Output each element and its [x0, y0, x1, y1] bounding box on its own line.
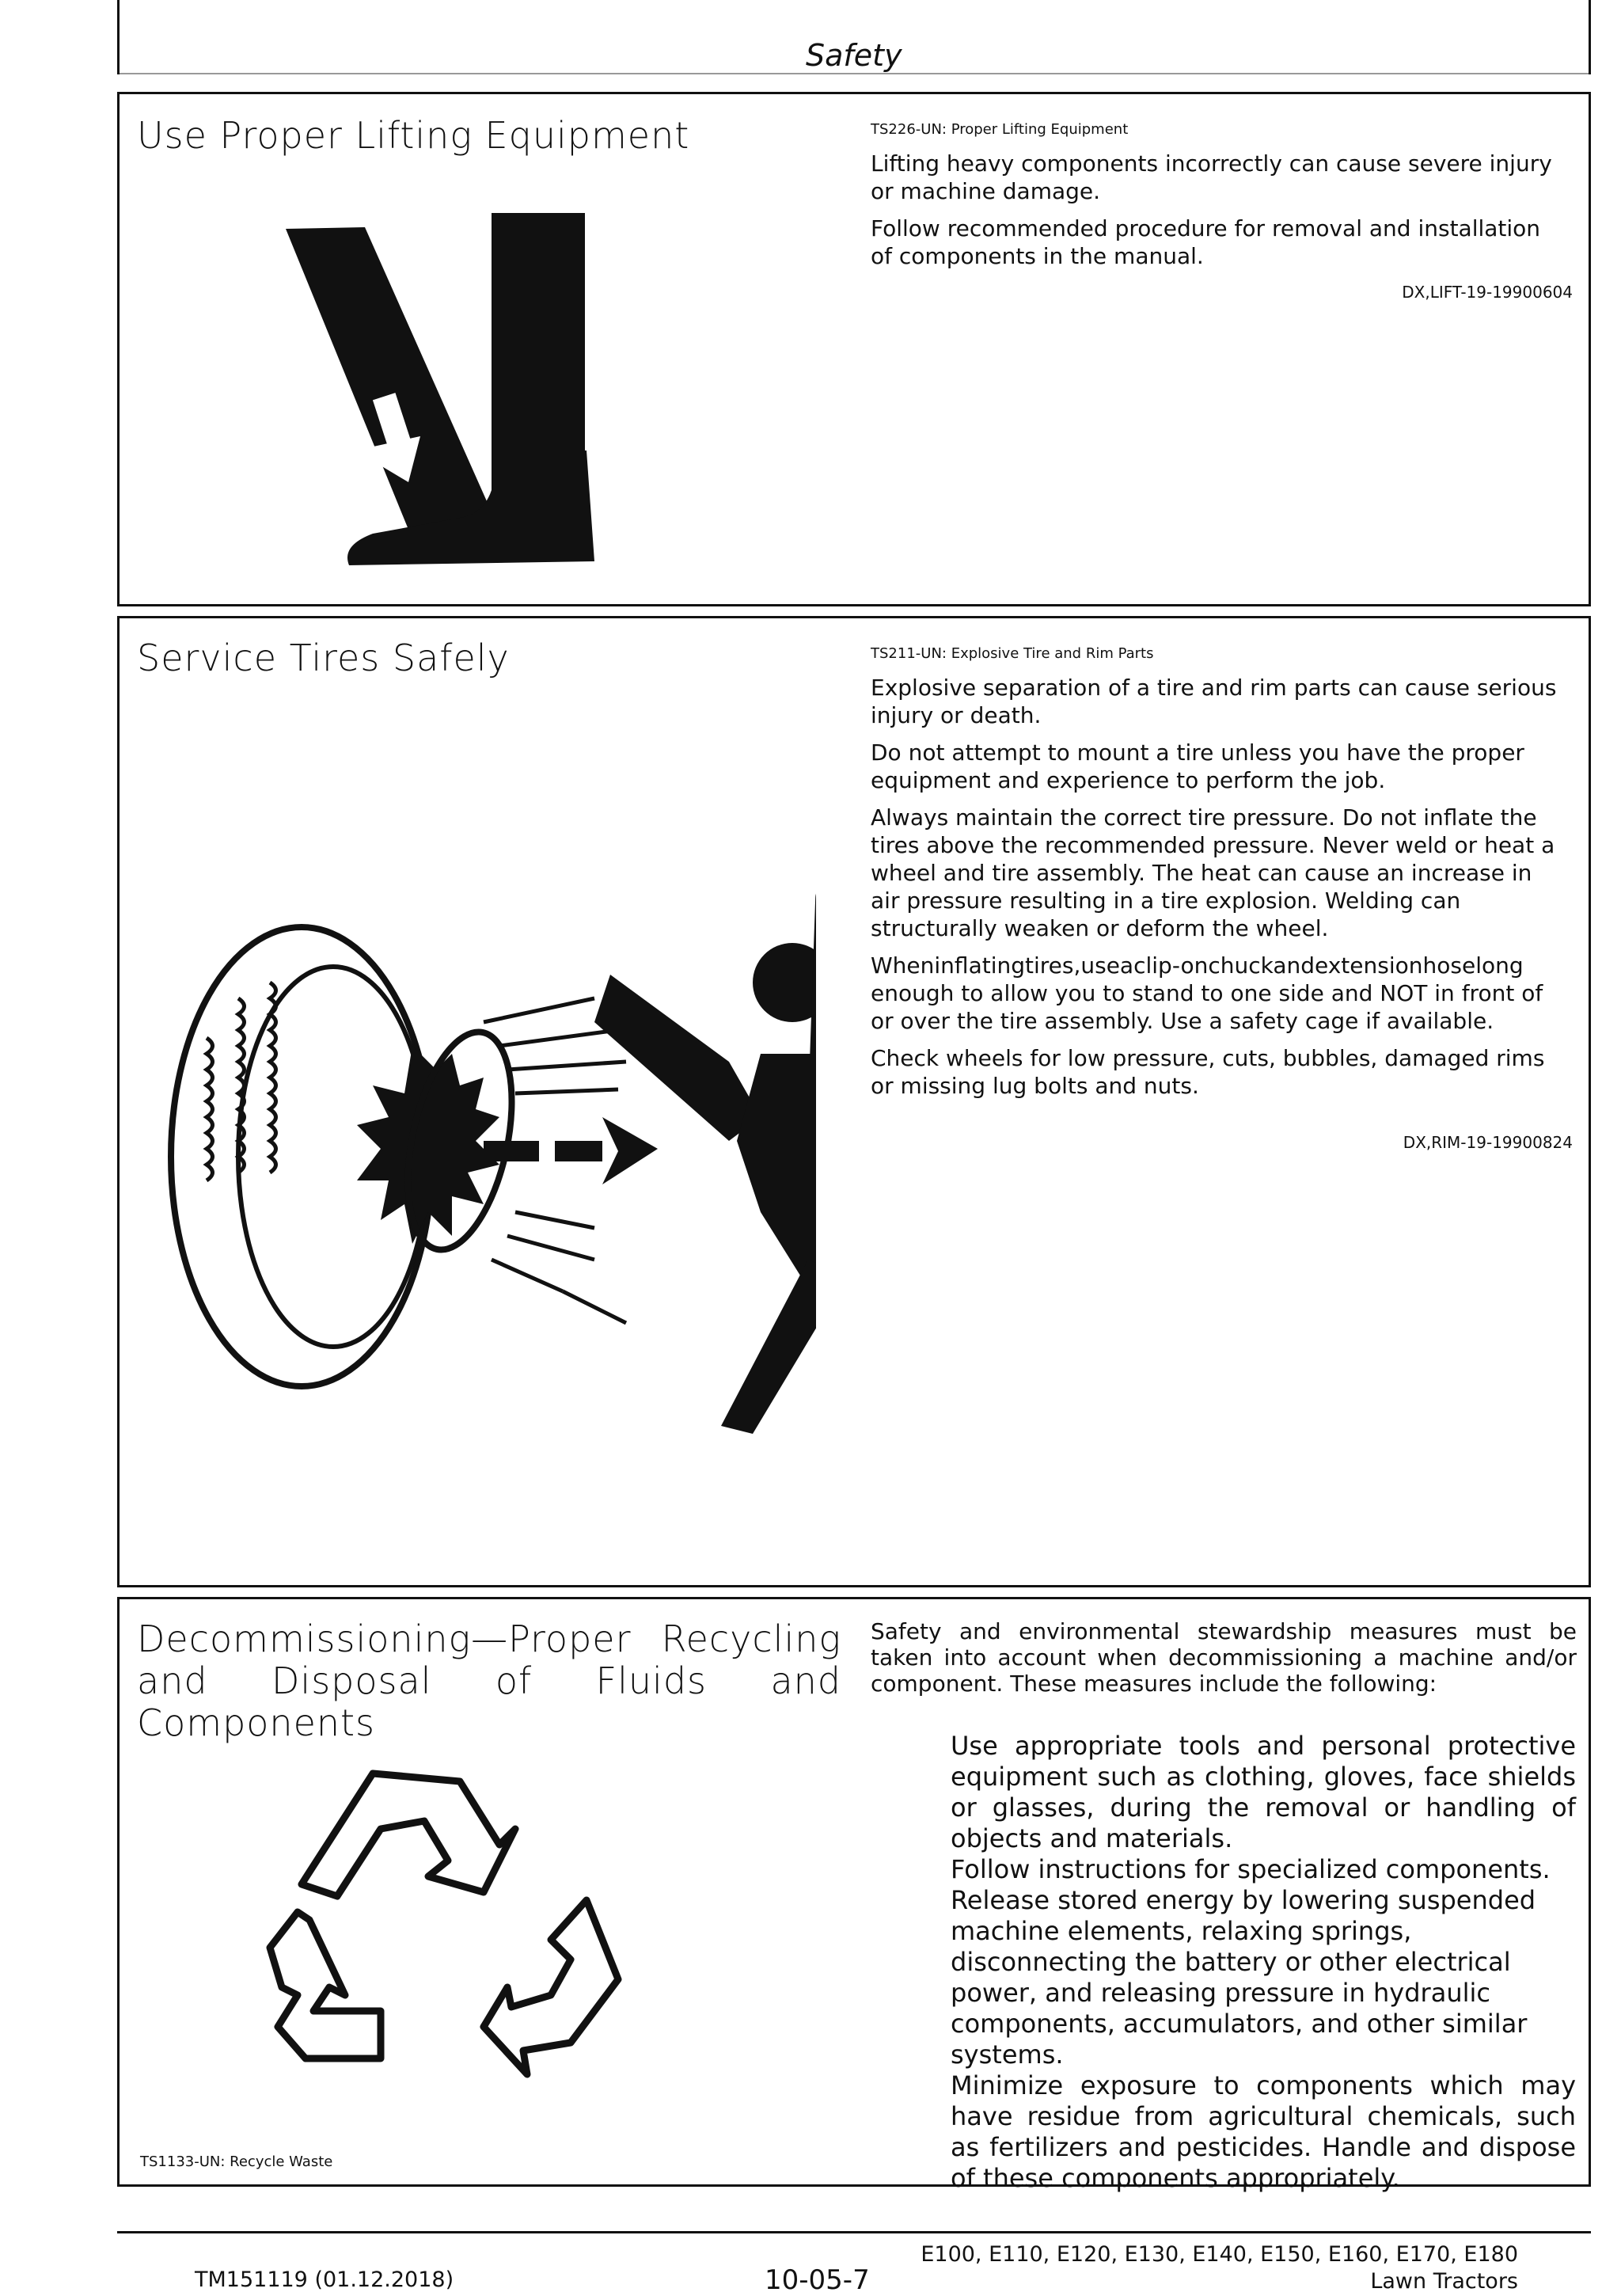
paragraph: Follow recommended procedure for removal and installation of components in the manual.	[871, 215, 1541, 269]
section-body	[871, 674, 1567, 1109]
page-number: 10-05-7	[765, 2264, 870, 2296]
list-item: Minimize exposure to components which may have residue from agricultural chemicals, such as fertilizers and pesticides. Handle and dispose of these components appropriately.	[951, 2070, 1576, 2193]
figure-reference: TS226-UN: Proper Lifting Equipment	[871, 121, 1129, 138]
section-lifting	[117, 92, 1591, 606]
paragraph: Explosive separation of a tire and rim parts can cause serious injury or death.	[871, 675, 1557, 728]
document-id: TM151119 (01.12.2018)	[195, 2267, 454, 2292]
section-intro: Safety and environmental stewardship measures must be taken into account when decommissioning a machine and/or component. These measures include the following:	[871, 1618, 1577, 1697]
header-rule	[120, 73, 1589, 74]
paragraph: Wheninflatingtires,useaclip-onchuckandextensionhoselong enough to allow you to stand to one side and NOT in front of or over the tire assembly. Use a safety cage if available.	[871, 952, 1543, 1034]
document-code: DX,LIFT-19-19900604	[1402, 283, 1573, 302]
lifting-hazard-icon	[254, 213, 602, 585]
recycle-icon	[254, 1758, 626, 2130]
section-heading: Service Tires Safely	[137, 637, 510, 679]
section-body	[871, 150, 1567, 279]
paragraph: Always maintain the correct tire pressure. Do not inflate the tires above the recommended pressure. Never weld or heat a wheel and tire assembly. The heat can cause an increase in air pressure resulting in a tire explosion. Welding can structurally weaken or deform the wheel.	[871, 804, 1555, 941]
section-heading: Decommissioning—Proper Recycling and Disposal of Fluids and Components	[137, 1617, 841, 1744]
tire-explosion-icon	[151, 880, 816, 1450]
model-list: E100, E110, E120, E130, E140, E150, E160, E170, E180	[921, 2242, 1518, 2267]
list-item: Use appropriate tools and personal protective equipment such as clothing, gloves, face shields or glasses, during the removal or handling of objects and materials.	[951, 1731, 1576, 1853]
product-name: Lawn Tractors	[1370, 2269, 1518, 2294]
list-item: Release stored energy by lowering suspended machine elements, relaxing springs, disconnecting the battery or other electrical power, and releasing pressure in hydraulic components, accumulators, and other similar systems.	[951, 1885, 1536, 2070]
footer-rule	[117, 2231, 1591, 2233]
paragraph: Lifting heavy components incorrectly can cause severe injury or machine damage.	[871, 150, 1552, 204]
list-item: Follow instructions for specialized components.	[951, 1854, 1551, 1884]
measures-list	[951, 1731, 1576, 2194]
page-header-title: Safety	[806, 38, 902, 73]
section-decommissioning	[117, 1597, 1591, 2193]
paragraph: Do not attempt to mount a tire unless you have the proper equipment and experience to perform the job.	[871, 739, 1524, 793]
section-heading: Use Proper Lifting Equipment	[137, 114, 690, 157]
document-code: DX,RIM-19-19900824	[1403, 1133, 1573, 1152]
paragraph: Check wheels for low pressure, cuts, bubbles, damaged rims or missing lug bolts and nuts.	[871, 1045, 1545, 1099]
figure-reference: TS211-UN: Explosive Tire and Rim Parts	[871, 645, 1154, 662]
figure-reference: TS1133-UN: Recycle Waste	[140, 2153, 333, 2170]
section-tires	[117, 616, 1591, 1587]
